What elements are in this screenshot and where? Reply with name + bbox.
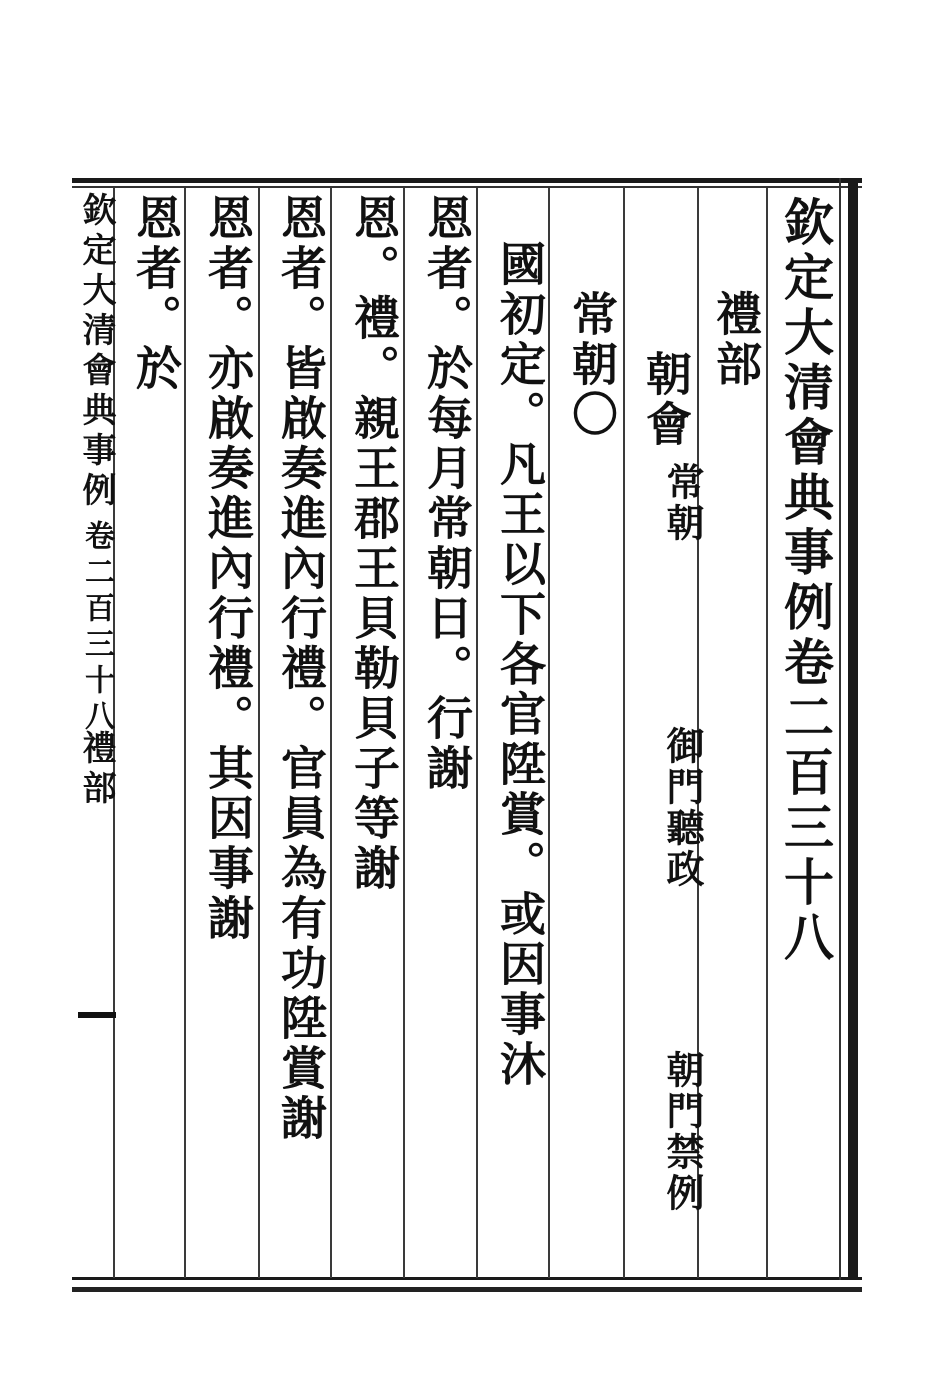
body-column-5: 恩者。亦啟奏進內行禮。其因事謝 bbox=[201, 194, 255, 944]
column-rule bbox=[766, 188, 768, 1278]
margin-section: 禮部 bbox=[76, 730, 116, 810]
frame-bottom-inner-border bbox=[72, 1277, 862, 1280]
frame-top-inner-border bbox=[72, 186, 862, 188]
section-heading: 禮部 bbox=[709, 290, 763, 390]
column-rule bbox=[623, 188, 625, 1278]
sub-item-chaomen: 朝門禁例 bbox=[660, 1050, 705, 1214]
sub-item-yumen: 御門聽政 bbox=[660, 726, 705, 890]
frame-right-inner-border bbox=[839, 178, 841, 1280]
volume-title: 欽定大清會典事例卷二百三十八 bbox=[776, 196, 835, 966]
sub-item-changchao: 常朝 bbox=[660, 462, 705, 544]
body-column-3: 恩。禮。親王郡王貝勒貝子等謝 bbox=[347, 194, 401, 894]
frame-top-border bbox=[72, 178, 862, 183]
frame-bottom-border bbox=[72, 1287, 862, 1292]
subsection-heading: 朝會 bbox=[639, 350, 693, 450]
frame-right-border bbox=[848, 178, 858, 1280]
margin-title: 欽定大清會典事例 bbox=[76, 192, 116, 512]
body-column-4: 恩者。皆啟奏進內行禮。官員為有功陞賞謝 bbox=[274, 194, 328, 1144]
entry-heading: 常朝〇 bbox=[565, 290, 619, 440]
folio-number bbox=[78, 1012, 116, 1018]
margin-volume: 卷二百三十八 bbox=[79, 520, 114, 736]
body-column-1: 國初定。凡王以下各官陞賞。或因事沐 bbox=[493, 240, 547, 1090]
body-column-2: 恩者。於每月常朝日。行謝 bbox=[420, 194, 474, 794]
body-column-6: 恩者。於 bbox=[129, 194, 183, 394]
column-rule bbox=[258, 188, 260, 1278]
